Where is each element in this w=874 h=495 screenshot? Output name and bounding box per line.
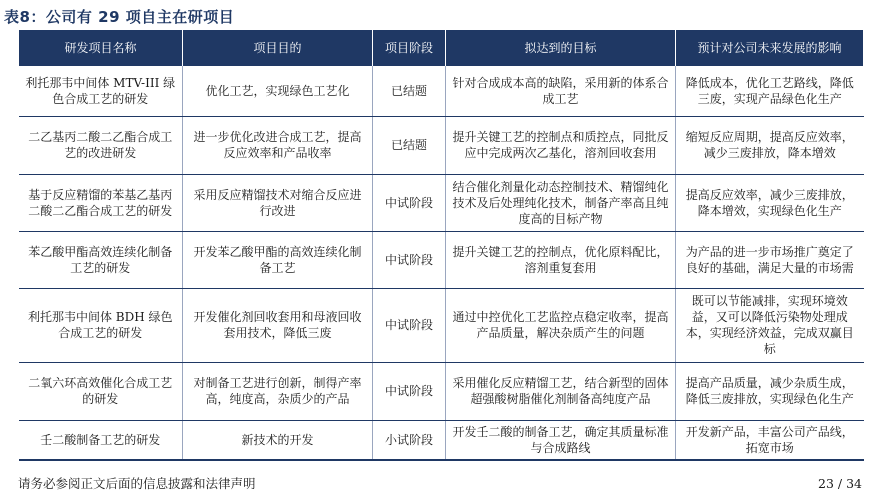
cell-project-name: 利托那韦中间体 BDH 绿色合成工艺的研发	[19, 288, 183, 362]
cell-project-purpose: 采用反应精馏技术对缩合反应进行改进	[183, 174, 373, 231]
cell-project-stage: 中试阶段	[373, 231, 446, 288]
cell-expected-impact: 缩短反应周期，提高反应效率，减少三废排放，降本增效	[676, 116, 864, 174]
table-header-row	[19, 30, 864, 66]
cell-expected-impact: 为产品的进一步市场推广奠定了良好的基础，满足大量的市场需	[676, 231, 864, 288]
cell-project-name: 壬二酸制备工艺的研发	[19, 420, 183, 460]
header-project-stage: 项目阶段	[373, 30, 446, 66]
cell-project-stage: 已结题	[373, 66, 446, 116]
cell-project-name: 利托那韦中间体 MTV-III 绿色合成工艺的研发	[19, 66, 183, 116]
cell-expected-impact: 开发新产品，丰富公司产品线，拓宽市场	[676, 420, 864, 460]
cell-target-goal: 针对合成成本高的缺陷，采用新的体系合成工艺	[446, 66, 676, 116]
cell-project-stage: 已结题	[373, 116, 446, 174]
table-row	[19, 420, 864, 460]
cell-project-name: 二氧六环高效催化合成工艺的研发	[19, 362, 183, 420]
page-number: 23 / 34	[818, 475, 862, 491]
header-expected-impact: 预计对公司未来发展的影响	[676, 30, 864, 66]
cell-project-purpose: 优化工艺，实现绿色工艺化	[183, 66, 373, 116]
table-row	[19, 362, 864, 420]
header-project-name: 研发项目名称	[19, 30, 183, 66]
table-row	[19, 66, 864, 116]
cell-target-goal: 开发壬二酸的制备工艺，确定其质量标准与合成路线	[446, 420, 676, 460]
cell-project-purpose: 开发催化剂回收套用和母液回收套用技术，降低三废	[183, 288, 373, 362]
cell-project-stage: 小试阶段	[373, 420, 446, 460]
cell-expected-impact: 既可以节能减排，实现环境效益，又可以降低污染物处理成本，实现经济效益，完成双赢目标	[676, 288, 864, 362]
cell-project-purpose: 对制备工艺进行创新，制得产率高，纯度高，杂质少的产品	[183, 362, 373, 420]
table-title: 表8：公司有 29 项自主在研项目	[4, 8, 235, 26]
cell-project-name: 基于反应精馏的苯基乙基丙二酸二乙酯合成工艺的研发	[19, 174, 183, 231]
table-row	[19, 288, 864, 362]
cell-expected-impact: 提高产品质量，减少杂质生成，降低三废排放，实现绿色化生产	[676, 362, 864, 420]
cell-project-name: 苯乙酸甲酯高效连续化制备工艺的研发	[19, 231, 183, 288]
cell-target-goal: 结合催化剂量化动态控制技术、精馏纯化技术及后处理纯化技术，制备产率高且纯度高的目标产物	[446, 174, 676, 231]
cell-project-stage: 中试阶段	[373, 288, 446, 362]
cell-expected-impact: 提高反应效率，减少三废排放，降本增效，实现绿色化生产	[676, 174, 864, 231]
disclaimer-text: 请务必参阅正文后面的信息披露和法律声明	[18, 476, 256, 491]
table-row	[19, 174, 864, 231]
cell-project-purpose: 新技术的开发	[183, 420, 373, 460]
cell-expected-impact: 降低成本，优化工艺路线，降低三废，实现产品绿色化生产	[676, 66, 864, 116]
header-target-goal: 拟达到的目标	[446, 30, 676, 66]
cell-project-stage: 中试阶段	[373, 362, 446, 420]
cell-target-goal: 通过中控优化工艺监控点稳定收率，提高产品质量，解决杂质产生的问题	[446, 288, 676, 362]
cell-target-goal: 提升关键工艺的控制点，优化原料配比，溶剂重复套用	[446, 231, 676, 288]
cell-target-goal: 提升关键工艺的控制点和质控点，同批反应中完成两次乙基化，溶剂回收套用	[446, 116, 676, 174]
table-row	[19, 231, 864, 288]
cell-project-purpose: 开发苯乙酸甲酯的高效连续化制备工艺	[183, 231, 373, 288]
table-row	[19, 116, 864, 174]
cell-project-name: 二乙基丙二酸二乙酯合成工艺的改进研发	[19, 116, 183, 174]
research-projects-table	[18, 30, 864, 461]
cell-project-stage: 中试阶段	[373, 174, 446, 231]
cell-project-purpose: 进一步优化改进合成工艺，提高反应效率和产品收率	[183, 116, 373, 174]
header-project-purpose: 项目目的	[183, 30, 373, 66]
page-footer	[18, 474, 862, 492]
cell-target-goal: 采用催化反应精馏工艺，结合新型的固体超强酸树脂催化剂制备高纯度产品	[446, 362, 676, 420]
